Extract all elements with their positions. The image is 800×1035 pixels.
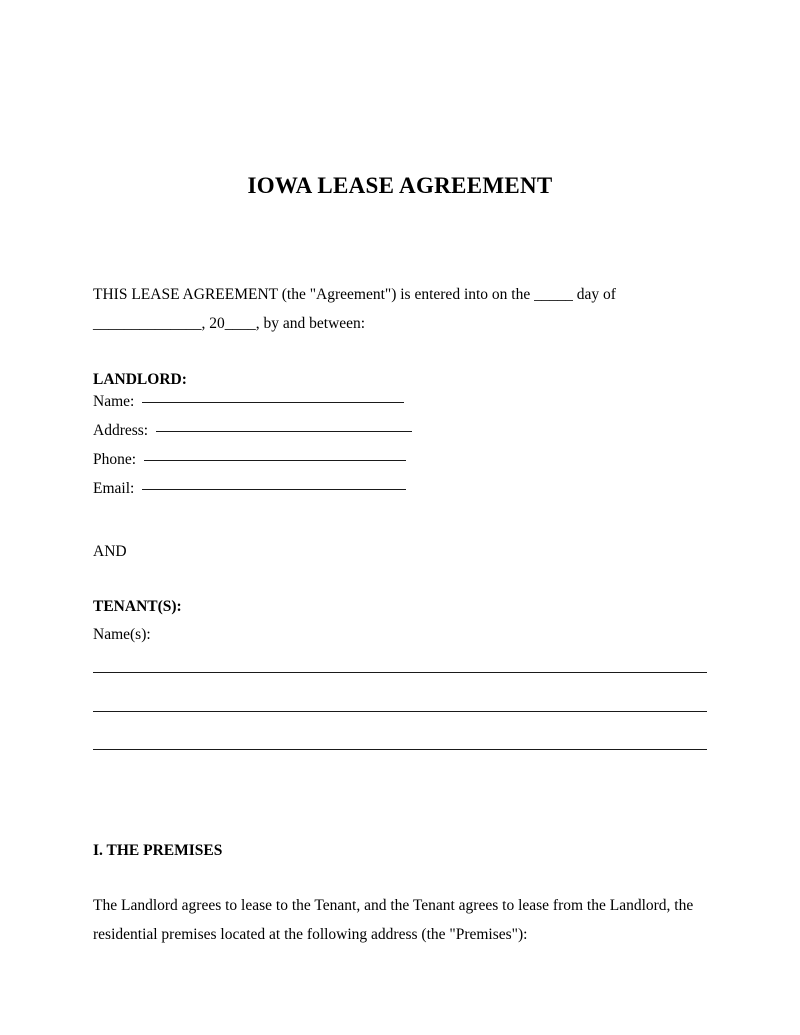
landlord-phone-input[interactable]	[144, 460, 406, 461]
landlord-fields	[93, 393, 707, 509]
landlord-email-label: Email:	[93, 480, 135, 497]
landlord-address-row	[93, 422, 707, 451]
landlord-phone-row	[93, 451, 707, 480]
tenant-name-line-2[interactable]	[93, 711, 707, 712]
tenant-heading: TENANT(S):	[93, 598, 182, 615]
landlord-address-label: Address:	[93, 422, 149, 439]
tenant-name-blank-lines	[93, 672, 707, 788]
landlord-heading: LANDLORD:	[93, 371, 187, 388]
landlord-name-input[interactable]	[142, 402, 404, 403]
tenant-name-line-1[interactable]	[93, 672, 707, 673]
section-paragraph-premises: The Landlord agrees to lease to the Tenant, and the Tenant agrees to lease from the Landlord, the residential premises located at the following address (the "Premises"):	[93, 897, 694, 943]
page-title: IOWA LEASE AGREEMENT	[247, 173, 553, 199]
landlord-email-input[interactable]	[142, 489, 406, 490]
section-heading-premises: I. THE PREMISES	[93, 842, 223, 859]
intro-paragraph: THIS LEASE AGREEMENT (the "Agreement") is entered into on the _____ day of ______________, 20____, by and between:	[93, 286, 616, 332]
landlord-address-input[interactable]	[156, 431, 412, 432]
tenant-name-line-3[interactable]	[93, 749, 707, 750]
landlord-name-label: Name:	[93, 393, 135, 410]
conjunction-and: AND	[93, 543, 127, 560]
landlord-phone-label: Phone:	[93, 451, 137, 468]
landlord-email-row	[93, 480, 707, 509]
landlord-name-row	[93, 393, 707, 422]
tenant-names-label: Name(s):	[93, 626, 151, 643]
